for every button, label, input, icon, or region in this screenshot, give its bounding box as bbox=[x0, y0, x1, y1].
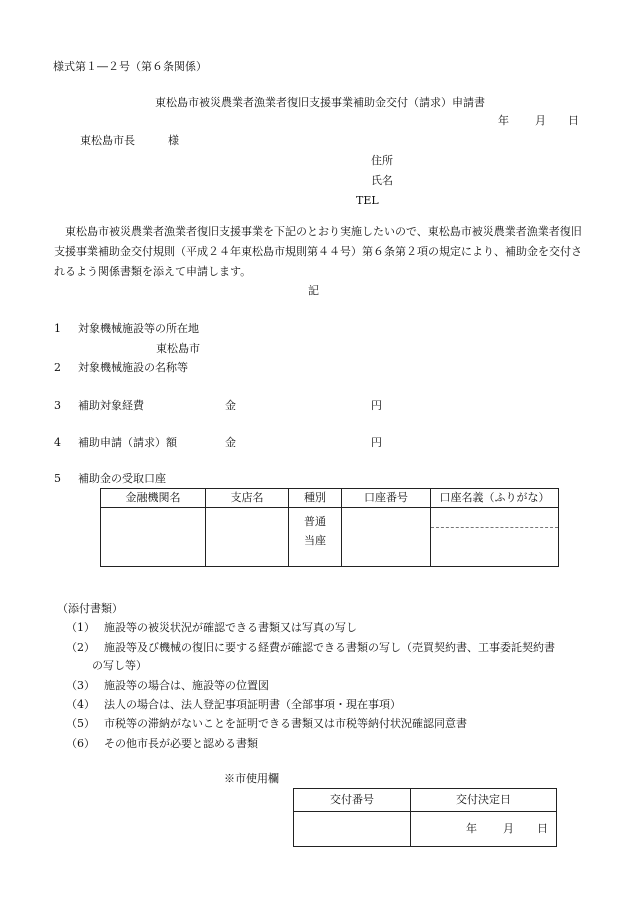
decision-day-label: 日 bbox=[537, 822, 548, 835]
city-use-label: ※市使用欄 bbox=[224, 772, 279, 785]
item-4-label: 補助申請（請求）額 bbox=[78, 436, 177, 449]
tel-label: TEL bbox=[356, 194, 379, 207]
city-use-table bbox=[293, 788, 557, 847]
attachment-item bbox=[66, 638, 555, 658]
account-type-futsu: 普通 bbox=[304, 515, 326, 528]
attachment-number: （1） bbox=[66, 621, 95, 634]
attachment-text: 市税等の滞納がないことを証明できる書類又は市税等納付状況確認同意書 bbox=[104, 717, 467, 730]
attachment-number: （6） bbox=[66, 737, 95, 750]
date-month-label: 月 bbox=[535, 114, 546, 127]
item-4-number: 4 bbox=[54, 436, 61, 449]
grant-decision-date-cell[interactable] bbox=[411, 812, 557, 847]
decision-month-label: 月 bbox=[503, 822, 514, 835]
addressee-honorific: 様 bbox=[168, 134, 179, 147]
account-holder-header: 口座名義（ふりがな） bbox=[431, 489, 559, 508]
attachment-item-continuation: の写し等） bbox=[92, 659, 147, 672]
bank-name-header: 金融機関名 bbox=[101, 489, 206, 508]
attachment-item bbox=[66, 714, 467, 734]
ki-heading: 記 bbox=[308, 284, 319, 297]
bank-account-header-row bbox=[101, 489, 559, 508]
item-3-en: 円 bbox=[371, 399, 382, 412]
address-label: 住所 bbox=[371, 154, 393, 167]
addressee-name: 東松島市長 bbox=[80, 134, 135, 147]
bank-account-table bbox=[100, 488, 559, 567]
item-5-number: 5 bbox=[54, 472, 61, 485]
item-4-kin: 金 bbox=[225, 436, 236, 449]
bank-account-input-row bbox=[101, 508, 559, 567]
item-1-number: 1 bbox=[54, 322, 61, 335]
city-use-header-row bbox=[294, 789, 557, 812]
attachment-number: （5） bbox=[66, 717, 95, 730]
item-1-location: 東松島市 bbox=[156, 342, 200, 355]
grant-decision-date-header: 交付決定日 bbox=[411, 789, 557, 812]
grant-number-cell[interactable] bbox=[294, 812, 411, 847]
item-3-label: 補助対象経費 bbox=[78, 399, 144, 412]
item-1-label: 対象機械施設等の所在地 bbox=[78, 322, 199, 335]
attachment-number: （4） bbox=[66, 698, 95, 711]
application-body-text: 東松島市被災農業者漁業者復旧支援事業を下記のとおり実施したいので、東松島市被災農業者漁業者復旧支援事業補助金交付規則（平成２４年東松島市規則第４４号）第６条第２項の規定により、補助金を交付されるよう関係書類を添えて申請します。 bbox=[54, 225, 582, 278]
date-day-label: 日 bbox=[568, 114, 579, 127]
attachment-text: 法人の場合は、法人登記事項証明書（全部事項・現在事項） bbox=[104, 698, 401, 711]
attachment-text: その他市長が必要と認める書類 bbox=[104, 737, 258, 750]
attachment-item bbox=[66, 618, 357, 638]
attachment-text: 施設等の場合は、施設等の位置図 bbox=[104, 679, 269, 692]
attachment-number: （2） bbox=[66, 641, 95, 654]
attachment-text: 施設等及び機械の復旧に要する経費が確認できる書類の写し（売買契約書、工事委託契約書 bbox=[104, 641, 555, 654]
item-3-kin: 金 bbox=[225, 399, 236, 412]
city-use-value-row bbox=[294, 812, 557, 847]
date-year-label: 年 bbox=[498, 114, 509, 127]
attachments-title: （添付書類） bbox=[57, 602, 123, 615]
form-number: 様式第１―２号（第６条関係） bbox=[53, 60, 207, 73]
attachment-number: （3） bbox=[66, 679, 95, 692]
item-3-number: 3 bbox=[54, 399, 61, 412]
branch-name-header: 支店名 bbox=[206, 489, 289, 508]
grant-number-header: 交付番号 bbox=[294, 789, 411, 812]
furigana-divider bbox=[431, 527, 558, 528]
item-2-label: 対象機械施設の名称等 bbox=[78, 361, 188, 374]
attachment-item bbox=[66, 734, 258, 754]
branch-name-cell[interactable] bbox=[206, 508, 289, 567]
account-holder-cell[interactable] bbox=[431, 508, 559, 567]
account-number-cell[interactable] bbox=[342, 508, 431, 567]
document-title: 東松島市被災農業者漁業者復旧支援事業補助金交付（請求）申請書 bbox=[155, 96, 485, 109]
account-number-header: 口座番号 bbox=[342, 489, 431, 508]
account-type-toza: 当座 bbox=[304, 534, 326, 547]
item-4-en: 円 bbox=[371, 436, 382, 449]
account-type-header: 種別 bbox=[289, 489, 342, 508]
account-type-cell[interactable] bbox=[289, 508, 342, 567]
attachment-text: 施設等の被災状況が確認できる書類又は写真の写し bbox=[104, 621, 357, 634]
attachment-item bbox=[66, 695, 401, 715]
attachment-item bbox=[66, 676, 269, 696]
name-label: 氏名 bbox=[371, 174, 393, 187]
item-2-number: 2 bbox=[54, 361, 61, 374]
bank-name-cell[interactable] bbox=[101, 508, 206, 567]
decision-year-label: 年 bbox=[466, 822, 477, 835]
item-5-label: 補助金の受取口座 bbox=[78, 472, 166, 485]
